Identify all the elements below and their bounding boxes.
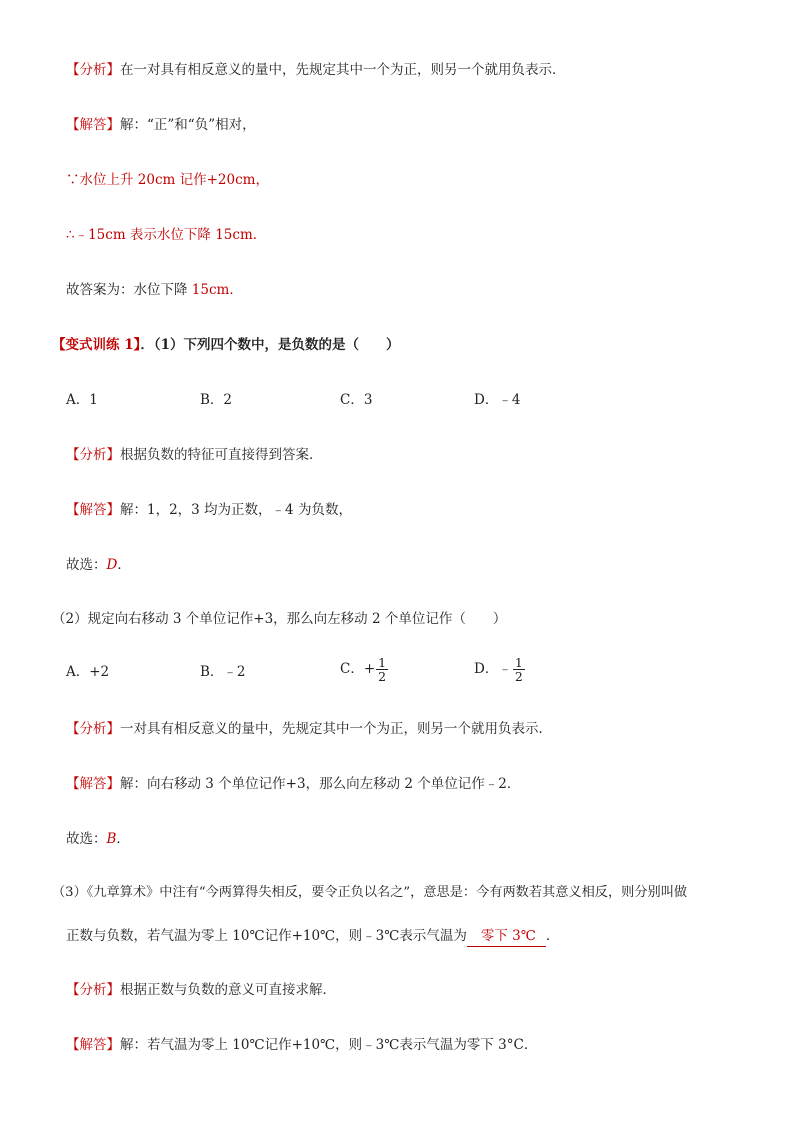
q2-option-a: A．+2 xyxy=(66,664,110,680)
q2-answer-line xyxy=(66,774,520,794)
q2-option-c-prefix: C．+ xyxy=(340,661,376,677)
q1-header-text: ．（1）下列四个数中，是负数的是（ ） xyxy=(140,337,400,353)
therefore-line: ∴﹣15cm 表示水位下降 15cm． xyxy=(66,227,267,243)
q2-analysis-text: 一对具有相反意义的量中，先规定其中一个为正，则另一个就用负表示． xyxy=(120,721,552,737)
q1-option-c: C．3 xyxy=(340,392,373,408)
q1-analysis-text: 根据负数的特征可直接得到答案． xyxy=(120,447,323,463)
q2-header xyxy=(52,609,506,629)
fraction-numerator: 1 xyxy=(514,655,523,670)
q1-choice-value: D xyxy=(106,557,118,573)
q1-option-b: B．2 xyxy=(200,392,233,408)
analysis-tag: 【分析】 xyxy=(66,62,120,78)
q2-answer-text: 解：向右移动 3 个单位记作+3，那么向左移动 2 个单位记作﹣2． xyxy=(120,776,521,792)
q3-header-line1: （3）《九章算术》中注有“今两算得失相反，要令正负以名之”，意思是：今有两数若其意义相反，则分别叫做 xyxy=(52,885,688,900)
q1-analysis-tag: 【分析】 xyxy=(66,447,120,463)
analysis-line xyxy=(66,60,566,80)
q2-option-d xyxy=(474,656,525,683)
q3-analysis-text: 根据正数与负数的意义可直接求解． xyxy=(120,982,336,998)
q1-answer-tag: 【解答】 xyxy=(66,502,120,518)
because-line: ∵水位上升 20cm 记作+20cm， xyxy=(66,172,269,188)
q3-answer-text: 解：若气温为零上 10℃记作+10℃，则﹣3℃表示气温为零下 3°C． xyxy=(120,1037,538,1053)
q2-analysis-tag: 【分析】 xyxy=(66,721,120,737)
result-line xyxy=(66,280,243,300)
q1-header xyxy=(52,335,400,355)
fraction-denominator: 2 xyxy=(514,669,523,684)
q2-option-d-prefix: D．﹣ xyxy=(474,661,512,677)
result-value: 15cm． xyxy=(191,282,243,298)
q3-blank-answer: 零下 3℃ xyxy=(467,926,546,947)
q1-analysis-line xyxy=(66,445,323,465)
answer-tag: 【解答】 xyxy=(66,117,120,133)
q2-analysis-line xyxy=(66,719,552,739)
q3-header-line2-prefix: 正数与负数，若气温为零上 10℃记作+10℃，则﹣3℃表示气温为 xyxy=(66,928,467,944)
q1-option-a: A．1 xyxy=(66,392,98,408)
answer-text: 解：“正”和“负”相对， xyxy=(120,117,256,133)
q1-choice-prefix: 故选： xyxy=(66,557,107,573)
q2-choice-value: B xyxy=(106,831,117,847)
q2-option-c-fraction xyxy=(376,656,388,683)
q1-option-d: D．﹣4 xyxy=(474,392,521,408)
q2-choice-suffix: ． xyxy=(116,831,130,847)
q1-choice-suffix: ． xyxy=(117,557,131,573)
q3-header-line2 xyxy=(66,926,559,947)
q2-choice-prefix: 故选： xyxy=(66,831,107,847)
q2-choice-line xyxy=(66,829,130,849)
q1-answer-text: 解：1，2，3 均为正数，﹣4 为负数， xyxy=(120,502,352,518)
q2-option-b: B．﹣2 xyxy=(200,664,246,680)
answer-line xyxy=(66,115,256,135)
q2-answer-tag: 【解答】 xyxy=(66,776,120,792)
fraction-denominator: 2 xyxy=(378,669,387,684)
q3-analysis-tag: 【分析】 xyxy=(66,982,120,998)
result-prefix: 故答案为：水位下降 xyxy=(66,282,192,298)
q2-header-text: （2）规定向右移动 3 个单位记作+3，那么向左移动 2 个单位记作（ ） xyxy=(52,611,507,627)
q1-choice-line xyxy=(66,555,131,575)
q3-analysis-line xyxy=(66,980,336,1000)
q3-answer-line xyxy=(66,1035,537,1055)
q3-header-line2-suffix: ． xyxy=(545,928,560,944)
analysis-text: 在一对具有相反意义的量中，先规定其中一个为正，则另一个就用负表示． xyxy=(120,62,566,78)
q2-option-c xyxy=(340,656,388,683)
q1-header-tag: 【变式训练 1】 xyxy=(52,337,141,353)
q1-answer-line xyxy=(66,500,352,520)
q3-answer-tag: 【解答】 xyxy=(66,1037,120,1053)
q2-option-d-fraction xyxy=(513,656,525,683)
fraction-numerator: 1 xyxy=(378,655,387,670)
